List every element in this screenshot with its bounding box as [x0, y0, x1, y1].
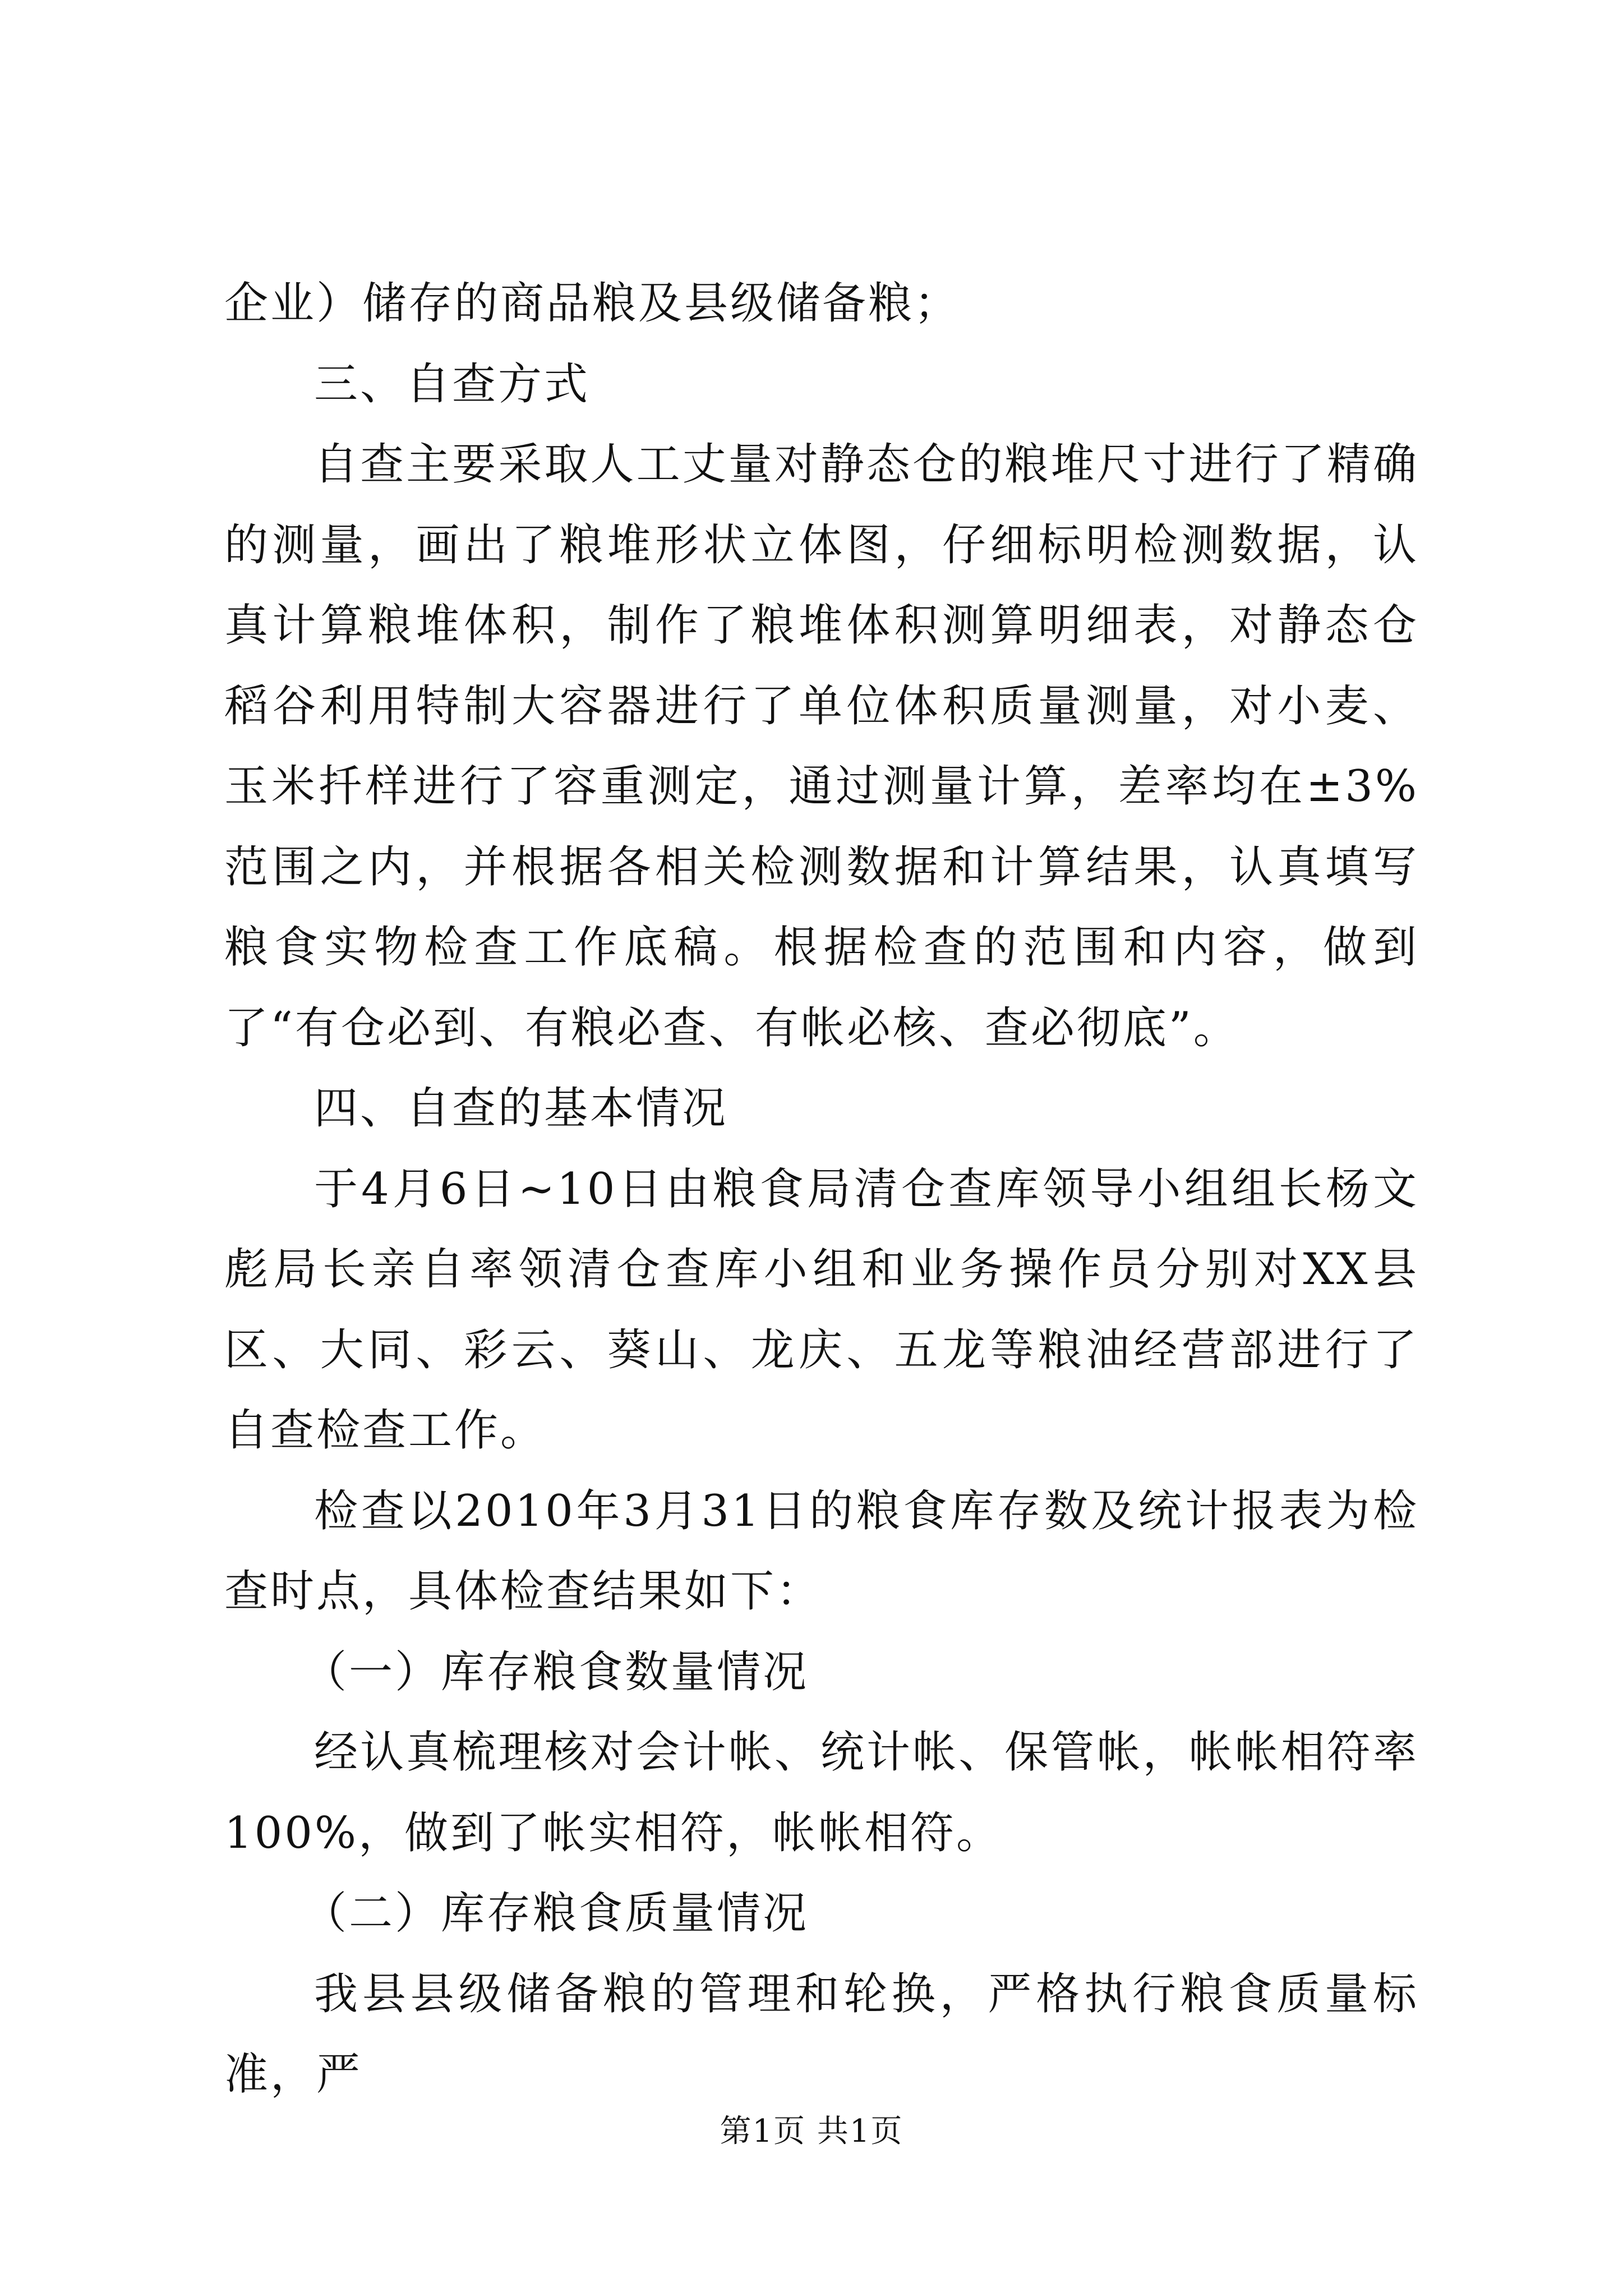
document-body — [224, 264, 1419, 2115]
section-heading-3: 三、自查方式 — [314, 358, 591, 409]
page-number: 第1页 共1页 — [720, 2113, 903, 2150]
paragraph-inspection-team: 于4月6日~10日由粮食局清仓查库领导小组组长杨文彪局长亲自率领清仓查库小组和业务操作员分别对XX县区、大同、彩云、葵山、龙庆、五龙等粮油经营部进行了自查检查工作。 — [224, 1163, 1419, 1456]
subheading-quantity: （一）库存粮食数量情况 — [303, 1646, 809, 1697]
paragraph-continuation: 企业）储存的商品粮及县级储备粮； — [224, 278, 961, 329]
page-footer — [0, 2106, 1623, 2151]
paragraph-method: 自查主要采取人工丈量对静态仓的粮堆尺寸进行了精确的测量，画出了粮堆形状立体图，仔细标明检测数据，认真计算粮堆体积，制作了粮堆体积测算明细表，对静态仓稻谷利用特制大容器进行了单位体积质量测量，对小麦、玉米扦样进行了容重测定，通过测量计算，差率均在±3%范围之内，并根据各相关检测数据和计算结果，认真填写粮食实物检查工作底稿。根据检查的范围和内容，做到了“有仓必到、有粮必查、有帐必核、查必彻底”。 — [224, 439, 1419, 1053]
paragraph-inspection-date: 检查以2010年3月31日的粮食库存数及统计报表为检查时点，具体检查结果如下： — [224, 1485, 1419, 1617]
subheading-quality: （二）库存粮食质量情况 — [303, 1888, 809, 1939]
section-heading-4: 四、自查的基本情况 — [314, 1083, 728, 1134]
paragraph-quantity: 经认真梳理核对会计帐、统计帐、保管帐，帐帐相符率100%，做到了帐实相符，帐帐相符。 — [224, 1727, 1419, 1858]
paragraph-quality: 我县县级储备粮的管理和轮换，严格执行粮食质量标准，严 — [224, 1968, 1419, 2100]
